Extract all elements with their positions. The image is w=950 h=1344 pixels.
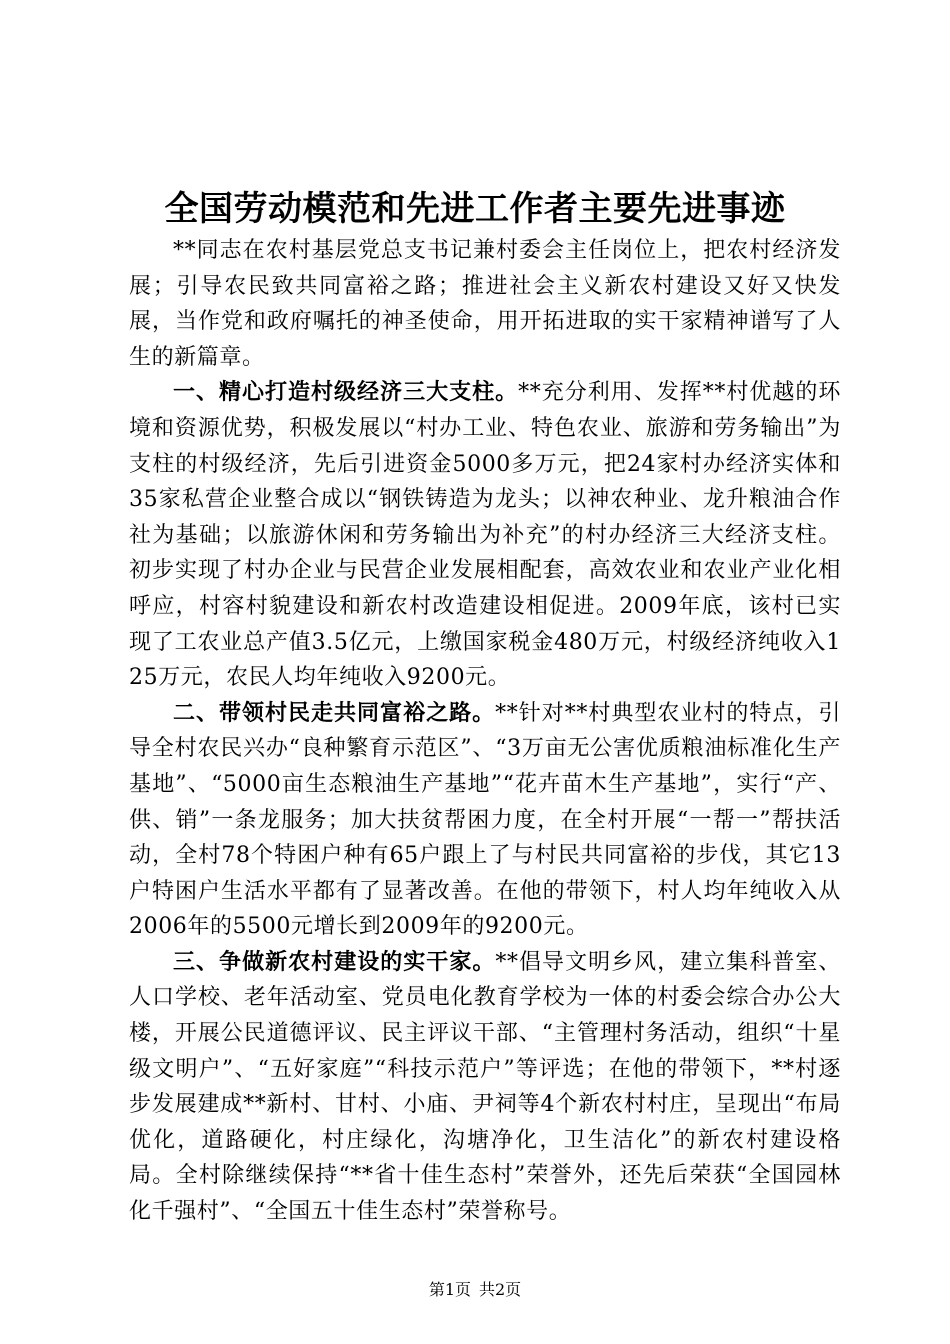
intro-paragraph: **同志在农村基层党总支书记兼村委会主任岗位上，把农村经济发展；引导农民致共同富裕之路；推进社会主义新农村建设又好又快发展，当作党和政府嘱托的神圣使命，用开拓进取的实干家精神谱写了人生的新篇章。	[129, 238, 841, 370]
document-title: 全国劳动模范和先进工作者主要先进事迹	[164, 189, 786, 229]
page-total: 共2页	[479, 1280, 522, 1299]
section-paragraph-2	[129, 696, 841, 945]
section-heading-2: 二、带领村民走共同富裕之路。	[173, 699, 496, 726]
page-number: 第1页	[428, 1280, 471, 1299]
document-body	[129, 233, 841, 1230]
section-text-3: **倡导文明乡风，建立集科普室、人口学校、老年活动室、党员电化教育学校为一体的村委会综合办公大楼，开展公民道德评议、民主评议干部、“主管理村务活动，组织“十星级文明户”、“五好家庭”“科技示范户”等评选；在他的带领下，**村逐步发展建成**新村、甘村、小庙、尹祠等4个新农村村庄，呈现出“布局优化，道路硬化，村庄绿化，沟塘净化，卫生洁化”的新农村建设格局。全村除继续保持“**省十佳生态村”荣誉外，还先后荣获“全国园林化千强村”、“全国五十佳生态村”荣誉称号。	[129, 949, 841, 1225]
section-text-2: **针对**村典型农业村的特点，引导全村农民兴办“良种繁育示范区”、“3万亩无公害优质粮油标准化生产基地”、“5000亩生态粮油生产基地”“花卉苗木生产基地”，实行“产、供、销”一条龙服务；加大扶贫帮困力度，在全村开展“一帮一”帮扶活动，全村78个特困户种有65户跟上了与村民共同富裕的步伐，其它13户特困户生活水平都有了显著改善。在他的带领下，村人均年纯收入从2006年的5500元增长到2009年的9200元。	[129, 700, 842, 940]
section-heading-3: 三、争做新农村建设的实干家。	[173, 948, 496, 975]
page-footer	[0, 1278, 950, 1302]
section-text-1: **充分利用、发挥**村优越的环境和资源优势，积极发展以“村办工业、特色农业、旅游和劳务输出”为支柱的村级经济，先后引进资金5000多万元，把24家村办经济实体和35家私营企业整合成以“钢铁铸造为龙头；以神农种业、龙升粮油合作社为基础；以旅游休闲和劳务输出为补充”的村办经济三大经济支柱。初步实现了村办企业与民营企业发展相配套，高效农业和农业产业化相呼应，村容村貌建设和新农村改造建设相促进。2009年底，该村已实现了工农业总产值3.5亿元，上缴国家税金480万元，村级经济纯收入125万元，农民人均年纯收入9200元。	[129, 380, 841, 691]
section-paragraph-1	[129, 375, 841, 695]
section-heading-1: 一、精心打造村级经济三大支柱。	[173, 379, 519, 406]
section-paragraph-3	[129, 945, 841, 1230]
